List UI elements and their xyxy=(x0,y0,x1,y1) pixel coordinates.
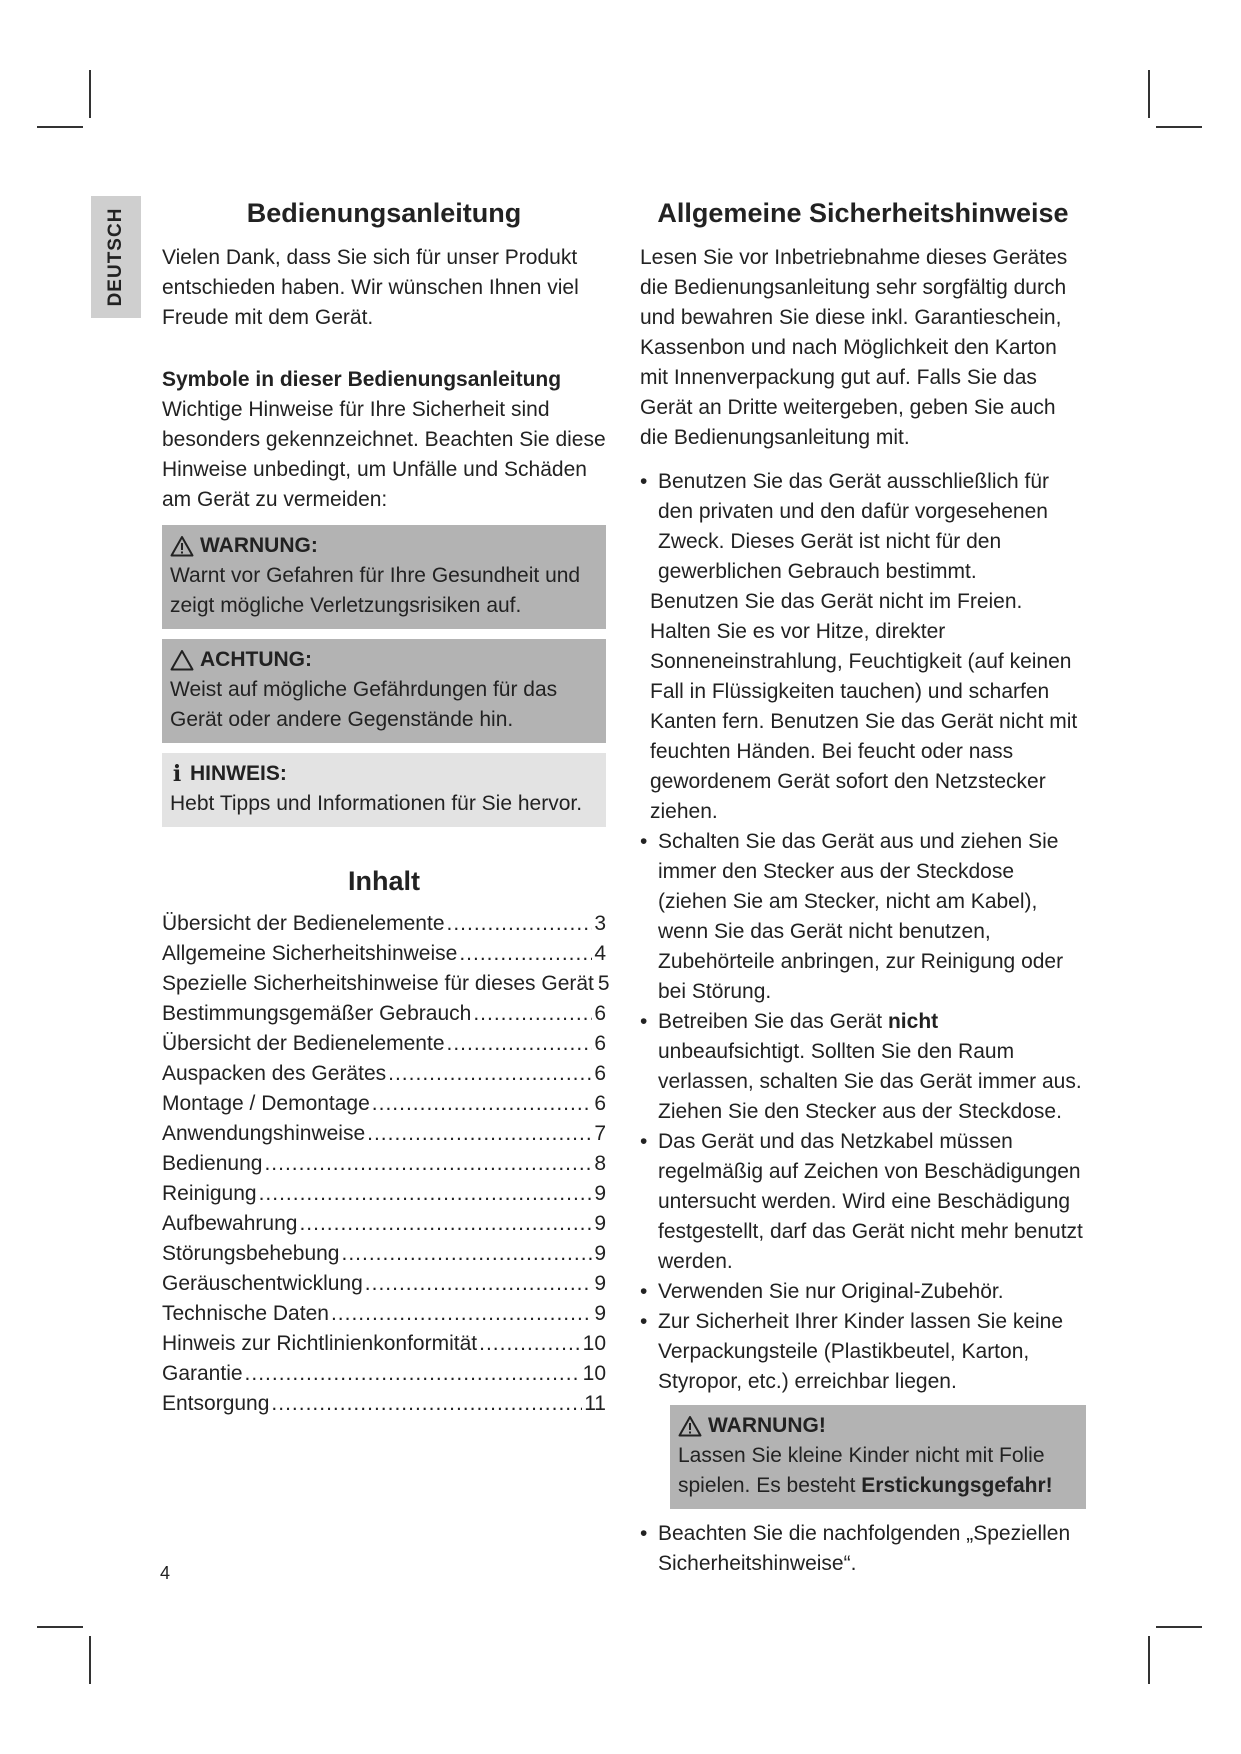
list-item-text: Schalten Sie das Gerät aus und ziehen Sie immer den Stecker aus der Steckdose (ziehen Sie am Stecker, nicht am Kabel), wenn Sie das Gerät nicht benutzen, Zubehörteile anbringen, zur Reinigung oder bei Störung. xyxy=(658,830,1064,1003)
caution-title xyxy=(170,645,598,675)
list-item-text-bold: nicht xyxy=(887,1010,939,1033)
toc-entry-page: 6 xyxy=(594,1062,606,1085)
toc-entry-title: Spezielle Sicherheitshinweise für dieses Gerät xyxy=(162,972,594,995)
toc-entry-page: 7 xyxy=(594,1122,606,1145)
toc-entry-title: Aufbewahrung xyxy=(162,1212,298,1235)
safety-list xyxy=(640,827,1086,1397)
toc-entry-title: Übersicht der Bedienelemente xyxy=(162,1032,445,1055)
toc-leader-dots xyxy=(264,1149,592,1179)
note-box xyxy=(162,753,606,827)
safety-intro: Lesen Sie vor Inbetriebnahme dieses Gerätes die Bedienungsanleitung sehr sorgfältig durch und bewahren Sie diese inkl. Garantieschein, Kassenbon und nach Möglichkeit den Karton mit Innenverpackung gut auf. Falls Sie das Gerät an Dritte weitergeben, geben Sie auch die Bedienungsanleitung mit. xyxy=(640,246,1068,449)
toc-entry-title: Allgemeine Sicherheitshinweise xyxy=(162,942,458,965)
crop-mark xyxy=(89,70,91,118)
list-item-text: Beachten Sie die nachfolgenden „Speziellen Sicherheitshinweise“. xyxy=(658,1522,1071,1575)
toc-leader-dots xyxy=(447,1029,593,1059)
toc-entry-title: Garantie xyxy=(162,1362,243,1385)
crop-mark xyxy=(37,126,83,128)
toc-entry[interactable] xyxy=(162,969,610,999)
list-item-text: Zur Sicherheit Ihrer Kinder lassen Sie keine Verpackungsteile (Plastikbeutel, Karton, Styropor, etc.) erreichbar liegen. xyxy=(658,1310,1064,1393)
child-warning-text-bold: Erstickungsgefahr! xyxy=(861,1474,1053,1497)
crop-mark xyxy=(1148,70,1150,118)
toc-entry-title: Bedienung xyxy=(162,1152,263,1175)
toc-entry-title: Auspacken des Gerätes xyxy=(162,1062,387,1085)
note-title xyxy=(170,759,598,789)
toc-entry-title: Reinigung xyxy=(162,1182,257,1205)
toc-leader-dots xyxy=(447,909,593,939)
language-tab-label: DEUTSCH xyxy=(105,207,126,307)
intro-text: Vielen Dank, dass Sie sich für unser Produkt entschieden haben. Wir wünschen Ihnen viel Freude mit dem Gerät. xyxy=(162,246,579,329)
child-warning-box xyxy=(670,1405,1086,1509)
symbols-text: Wichtige Hinweise für Ihre Sicherheit sind besonders gekennzeichnet. Beachten Sie diese Hinweise unbedingt, um Unfälle und Schäden am Gerät zu vermeiden: xyxy=(162,398,606,511)
warning-text: Warnt vor Gefahren für Ihre Gesundheit und zeigt mögliche Verletzungsrisiken auf. xyxy=(170,564,581,617)
toc-entry[interactable] xyxy=(162,1359,606,1389)
toc-entry-page: 6 xyxy=(594,1032,606,1055)
toc-leader-dots xyxy=(331,1299,592,1329)
toc-entry-title: Anwendungshinweise xyxy=(162,1122,366,1145)
toc-entry-title: Entsorgung xyxy=(162,1392,270,1415)
symbols-heading: Symbole in dieser Bedienungsanleitung xyxy=(162,368,562,391)
list-item xyxy=(640,1007,1086,1127)
list-item-text: Benutzen Sie das Gerät nicht im Freien. Halten Sie es vor Hitze, direkter Sonneneinstrahlung, Feuchtigkeit (auf keinen Fall in Flüssigkeiten tauchen) und scharfen Kanten fern. Benutzen Sie das Gerät nicht mit feuchten Händen. Bei feucht oder nass gewordenem Gerät sofort den Netzstecker ziehen. xyxy=(650,590,1078,823)
caution-text: Weist auf mögliche Gefährdungen für das Gerät oder andere Gegenstände hin. xyxy=(170,678,558,731)
crop-mark xyxy=(1148,1636,1150,1684)
toc-entry-page: 11 xyxy=(584,1392,606,1415)
toc-entry[interactable] xyxy=(162,1149,606,1179)
toc-entry-page: 8 xyxy=(594,1152,606,1175)
crop-mark xyxy=(37,1626,83,1628)
child-warning-text xyxy=(678,1441,1078,1501)
caution-icon xyxy=(170,649,194,671)
bullet-icon: • xyxy=(640,1522,648,1545)
toc-entry-title: Hinweis zur Richtlinienkonformität xyxy=(162,1332,478,1355)
caution-box xyxy=(162,639,606,743)
warning-box xyxy=(162,525,606,629)
toc-entry-page: 9 xyxy=(594,1302,606,1325)
toc-entry[interactable] xyxy=(162,1029,606,1059)
toc-leader-dots xyxy=(299,1209,592,1239)
bullet-icon: • xyxy=(640,1010,648,1033)
toc-entry-page: 10 xyxy=(582,1332,606,1355)
list-item xyxy=(640,1277,1086,1307)
toc-entry[interactable] xyxy=(162,909,606,939)
page-number: 4 xyxy=(160,1563,171,1583)
warning-title xyxy=(170,531,598,561)
list-item-text-pre: Betreiben Sie das Gerät xyxy=(658,1010,883,1033)
list-item-text: Verwenden Sie nur Original-Zubehör. xyxy=(658,1280,1004,1303)
child-warning-title-text: WARNUNG! xyxy=(708,1414,826,1437)
toc-leader-dots xyxy=(259,1179,593,1209)
toc-leader-dots xyxy=(342,1239,593,1269)
note-text: Hebt Tipps und Informationen für Sie hervor. xyxy=(170,792,583,815)
toc-entry-title: Technische Daten xyxy=(162,1302,329,1325)
toc-entry-page: 9 xyxy=(594,1182,606,1205)
toc-entry[interactable] xyxy=(162,1269,606,1299)
caution-title-text: ACHTUNG: xyxy=(200,648,312,671)
safety-title: Allgemeine Sicherheitshinweise xyxy=(657,198,1069,228)
bullet-icon: • xyxy=(640,1280,648,1303)
toc-entry-page: 3 xyxy=(594,912,606,935)
list-item xyxy=(640,1127,1086,1277)
toc-entry[interactable] xyxy=(162,939,606,969)
toc-entry-page: 5 xyxy=(597,972,610,995)
toc-entry-page: 6 xyxy=(594,1002,606,1025)
toc-entry-title: Störungsbehebung xyxy=(162,1242,340,1265)
toc-leader-dots xyxy=(459,939,592,969)
bullet-icon: • xyxy=(640,470,648,493)
toc-entry-title: Geräuschentwicklung xyxy=(162,1272,363,1295)
toc-entry-title: Bestimmungsgemäßer Gebrauch xyxy=(162,1002,472,1025)
warning-icon xyxy=(678,1415,702,1437)
toc-leader-dots xyxy=(367,1119,592,1149)
list-item xyxy=(640,827,1086,1007)
toc-entry[interactable] xyxy=(162,1059,606,1089)
list-item-text-post: unbeaufsichtigt. Sollten Sie den Raum verlassen, schalten Sie das Gerät immer aus. Ziehen Sie den Stecker aus der Steckdose. xyxy=(658,1040,1082,1123)
toc-leader-dots xyxy=(372,1089,593,1119)
toc-entry[interactable] xyxy=(162,1209,606,1239)
toc-entry-page: 9 xyxy=(594,1212,606,1235)
list-item-text: Das Gerät und das Netzkabel müssen regelmäßig auf Zeichen von Beschädigungen untersucht werden. Wird eine Beschädigung festgestellt, darf das Gerät nicht mehr benutzt werden. xyxy=(658,1130,1083,1273)
right-column xyxy=(640,195,1086,1579)
list-item xyxy=(640,587,1086,827)
toc-entry[interactable] xyxy=(162,1119,606,1149)
toc-entry-page: 4 xyxy=(594,942,606,965)
toc-leader-dots xyxy=(479,1329,581,1359)
crop-mark xyxy=(1156,1626,1202,1628)
toc-entry-page: 9 xyxy=(594,1242,606,1265)
list-item-text xyxy=(658,1007,1086,1127)
toc-entry-page: 10 xyxy=(582,1362,606,1385)
list-item-text: Benutzen Sie das Gerät ausschließlich für den privaten und den dafür vorgesehenen Zweck. Dieses Gerät ist nicht für den gewerblichen Gebrauch bestimmt. xyxy=(658,470,1050,583)
safety-list xyxy=(640,1519,1086,1579)
left-column xyxy=(162,195,610,1419)
toc-entry-title: Übersicht der Bedienelemente xyxy=(162,912,445,935)
toc-entry[interactable] xyxy=(162,1299,606,1329)
toc-leader-dots xyxy=(365,1269,593,1299)
info-icon: i xyxy=(172,761,182,787)
child-warning-title xyxy=(678,1411,1078,1441)
bullet-icon: • xyxy=(640,1310,648,1333)
toc-leader-dots xyxy=(245,1359,581,1389)
toc-leader-dots xyxy=(473,999,592,1029)
child-warning-text-pre: Lassen Sie kleine Kinder nicht mit Folie spielen. Es besteht xyxy=(678,1444,1045,1497)
toc-entry-page: 6 xyxy=(594,1092,606,1115)
toc-entry[interactable] xyxy=(162,1089,606,1119)
toc-leader-dots xyxy=(388,1059,592,1089)
toc-entry[interactable] xyxy=(162,1179,606,1209)
toc-entry[interactable] xyxy=(162,999,606,1029)
crop-mark xyxy=(1156,126,1202,128)
toc-entry[interactable] xyxy=(162,1329,606,1359)
toc-entry[interactable] xyxy=(162,1389,606,1419)
list-item xyxy=(640,1519,1086,1579)
toc-leader-dots xyxy=(271,1389,582,1419)
list-item xyxy=(640,1307,1086,1397)
note-title-text: HINWEIS: xyxy=(190,762,287,785)
safety-list xyxy=(640,467,1086,587)
warning-title-text: WARNUNG: xyxy=(200,534,318,557)
toc-entry-title: Montage / Demontage xyxy=(162,1092,370,1115)
bullet-icon: • xyxy=(640,1130,648,1153)
toc-entry-page: 9 xyxy=(594,1272,606,1295)
warning-icon xyxy=(170,535,194,557)
table-of-contents xyxy=(162,909,610,1419)
manual-title: Bedienungsanleitung xyxy=(246,198,522,228)
language-tab xyxy=(91,196,141,318)
crop-mark xyxy=(89,1636,91,1684)
toc-entry[interactable] xyxy=(162,1239,606,1269)
bullet-icon: • xyxy=(640,830,648,853)
toc-title: Inhalt xyxy=(348,866,420,896)
list-item xyxy=(640,467,1086,587)
